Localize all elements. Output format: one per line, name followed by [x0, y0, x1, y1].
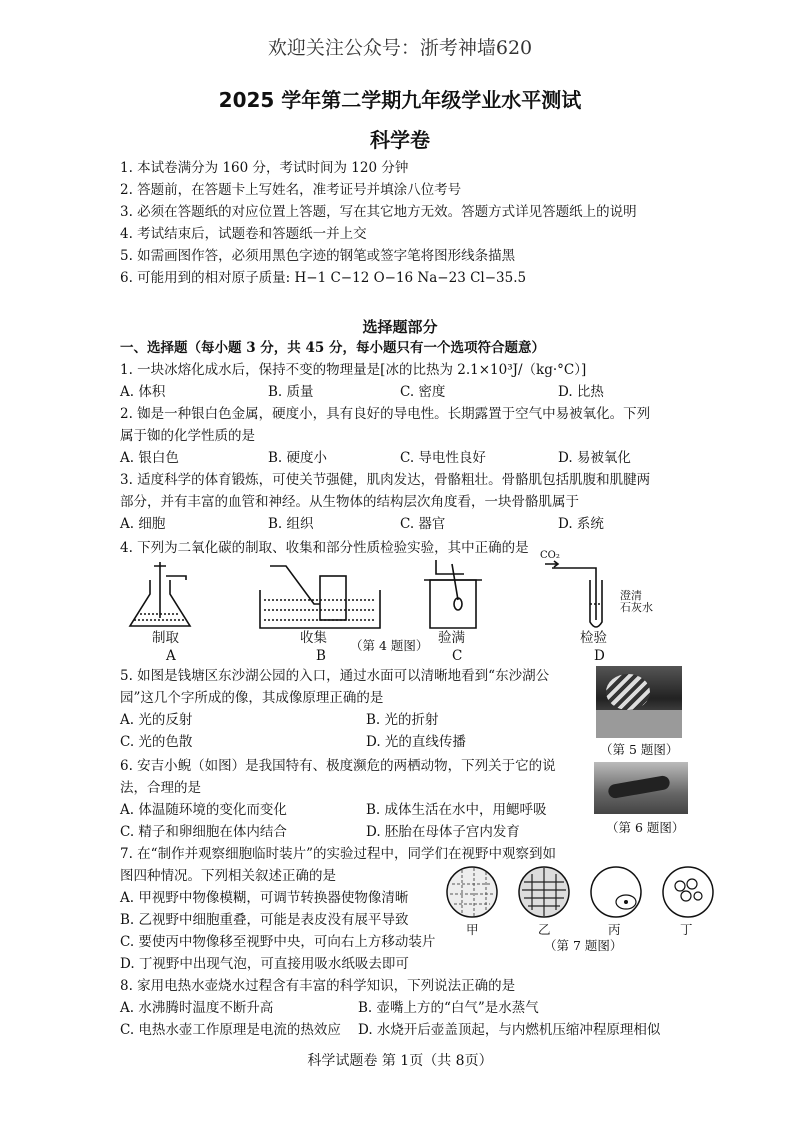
q4-caption: （第 4 题图） — [350, 638, 429, 653]
test-tube-icon — [545, 561, 602, 627]
instruction-2: 2. 答题前，在答题卡上写姓名，准考证号并填涂八位考号 — [120, 182, 462, 198]
q5-stem-line1: 5. 如图是钱塘区东沙湖公园的入口，通过水面可以清晰地看到“东沙湖公 — [120, 668, 550, 684]
gas-jar-icon — [424, 560, 482, 628]
q6-option-d: D. 胚胎在母体子宫内发育 — [366, 824, 520, 840]
q3-stem-line2: 部分，并有丰富的血管和神经。从生物体的结构层次角度看，一块骨骼肌属于 — [120, 494, 579, 510]
q1-option-b: B. 质量 — [268, 384, 314, 400]
view-jia-icon — [447, 867, 497, 917]
q4-label-c: 验满 — [438, 630, 465, 646]
instruction-1: 1. 本试卷满分为 160 分，考试时间为 120 分钟 — [120, 160, 409, 176]
q6-stem-line2: 法，合理的是 — [120, 780, 201, 796]
q6-option-c: C. 精子和卵细胞在体内结合 — [120, 824, 287, 840]
flask-apparatus-icon — [130, 562, 190, 626]
part-heading: 一、选择题（每小题 3 分，共 45 分，每小题只有一个选项符合题意） — [120, 340, 545, 356]
q2-stem-line2: 属于铷的化学性质的是 — [120, 428, 255, 444]
q4-co2-label: CO₂ — [540, 550, 560, 561]
page-title: 2025 学年第二学期九年级学业水平测试 — [218, 88, 582, 112]
q7-label-ding: 丁 — [680, 922, 693, 937]
q5-option-a: A. 光的反射 — [120, 712, 193, 728]
page-subtitle: 科学卷 — [370, 128, 430, 152]
q4-stem: 4. 下列为二氧化碳的制取、收集和部分性质检验实验，其中正确的是 — [120, 540, 529, 556]
q2-option-b: B. 硬度小 — [268, 450, 328, 466]
water-trough-icon — [260, 566, 380, 628]
q4-letter-b: B — [316, 648, 326, 664]
q8-option-d: D. 水烧开后壶盖顶起，与内燃机压缩冲程原理相似 — [358, 1022, 661, 1038]
view-yi-icon — [519, 867, 569, 917]
q5-stem-line2: 园”这几个字所成的像，其成像原理正确的是 — [120, 690, 384, 706]
q7-option-d: D. 丁视野中出现气泡，可直接用吸水纸吸去即可 — [120, 956, 409, 972]
q3-option-b: B. 组织 — [268, 516, 314, 532]
q7-option-b: B. 乙视野中细胞重叠，可能是表皮没有展平导致 — [120, 912, 409, 928]
q5-caption: （第 5 题图） — [600, 742, 679, 757]
q4-label-d: 检验 — [580, 630, 607, 646]
q3-option-a: A. 细胞 — [120, 516, 166, 532]
q7-stem-line1: 7. 在“制作并观察细胞临时装片”的实验过程中，同学们在视野中观察到如 — [120, 846, 556, 862]
q2-option-a: A. 银白色 — [120, 450, 179, 466]
q6-option-b: B. 成体生活在水中，用鳃呼吸 — [366, 802, 547, 818]
q4-apparatus-figure — [120, 560, 680, 632]
q7-caption: （第 7 题图） — [544, 938, 623, 953]
q6-option-a: A. 体温随环境的变化而变化 — [120, 802, 287, 818]
q2-option-d: D. 易被氧化 — [558, 450, 631, 466]
q8-option-a: A. 水沸腾时温度不断升高 — [120, 1000, 274, 1016]
q8-stem: 8. 家用电热水壶烧水过程含有丰富的科学知识，下列说法正确的是 — [120, 978, 516, 994]
q8-option-c: C. 电热水壶工作原理是电流的热效应 — [120, 1022, 341, 1038]
q3-option-c: C. 器官 — [400, 516, 446, 532]
q4-label-a: 制取 — [152, 630, 179, 646]
q1-option-a: A. 体积 — [120, 384, 166, 400]
q7-label-yi: 乙 — [538, 922, 551, 937]
q4-letter-c: C — [452, 648, 463, 664]
q1-option-c: C. 密度 — [400, 384, 446, 400]
q7-microscope-views — [444, 864, 714, 920]
section-title: 选择题部分 — [362, 318, 438, 336]
q7-label-jia: 甲 — [466, 922, 479, 937]
watermark-text: 欢迎关注公众号：浙考神墙620 — [267, 37, 533, 59]
q5-option-b: B. 光的折射 — [366, 712, 439, 728]
q7-stem-line2: 图四种情况。下列相关叙述正确的是 — [120, 868, 336, 884]
view-ding-icon — [663, 867, 713, 917]
q3-option-d: D. 系统 — [558, 516, 604, 532]
view-bing-icon — [591, 867, 641, 917]
q4-letter-a: A — [166, 648, 176, 664]
q4-limewater-label-2: 石灰水 — [620, 601, 653, 614]
q5-option-d: D. 光的直线传播 — [366, 734, 466, 750]
q4-letter-d: D — [594, 648, 605, 664]
q1-option-d: D. 比热 — [558, 384, 604, 400]
instruction-3: 3. 必须在答题纸的对应位置上答题，写在其它地方无效。答题方式详见答题纸上的说明 — [120, 204, 637, 220]
q7-option-c: C. 要使丙中物像移至视野中央，可向右上方移动装片 — [120, 934, 436, 950]
instruction-5: 5. 如需画图作答，必须用黑色字迹的钢笔或签字笔将图形线条描黑 — [120, 248, 516, 264]
instruction-6: 6. 可能用到的相对原子质量: H−1 C−12 O−16 Na−23 Cl−35.5 — [120, 270, 527, 286]
q6-stem-line1: 6. 安吉小鲵（如图）是我国特有、极度濒危的两栖动物，下列关于它的说 — [120, 758, 556, 774]
salamander-photo — [594, 762, 688, 814]
park-entrance-photo — [596, 666, 682, 738]
q3-stem-line1: 3. 适度科学的体育锻炼，可使关节强健，肌肉发达，骨骼粗壮。骨骼肌包括肌腹和肌腱两 — [120, 472, 651, 488]
page-footer: 科学试题卷 第 1页（共 8页） — [307, 1053, 493, 1069]
q8-option-b: B. 壶嘴上方的“白气”是水蒸气 — [358, 1000, 539, 1016]
q4-label-b: 收集 — [300, 630, 327, 646]
q2-stem-line1: 2. 铷是一种银白色金属，硬度小，具有良好的导电性。长期露置于空气中易被氧化。下列 — [120, 406, 651, 422]
q6-caption: （第 6 题图） — [606, 820, 685, 835]
instruction-4: 4. 考试结束后，试题卷和答题纸一并上交 — [120, 226, 367, 242]
q4-limewater-label-1: 澄清 — [620, 589, 642, 602]
q5-option-c: C. 光的色散 — [120, 734, 193, 750]
q1-stem: 1. 一块冰熔化成水后，保持不变的物理量是[冰的比热为 2.1×10³J/（kg·°C）] — [120, 362, 587, 378]
q7-option-a: A. 甲视野中物像模糊，可调节转换器使物像清晰 — [120, 890, 409, 906]
q7-label-bing: 丙 — [608, 922, 621, 937]
q2-option-c: C. 导电性良好 — [400, 450, 486, 466]
